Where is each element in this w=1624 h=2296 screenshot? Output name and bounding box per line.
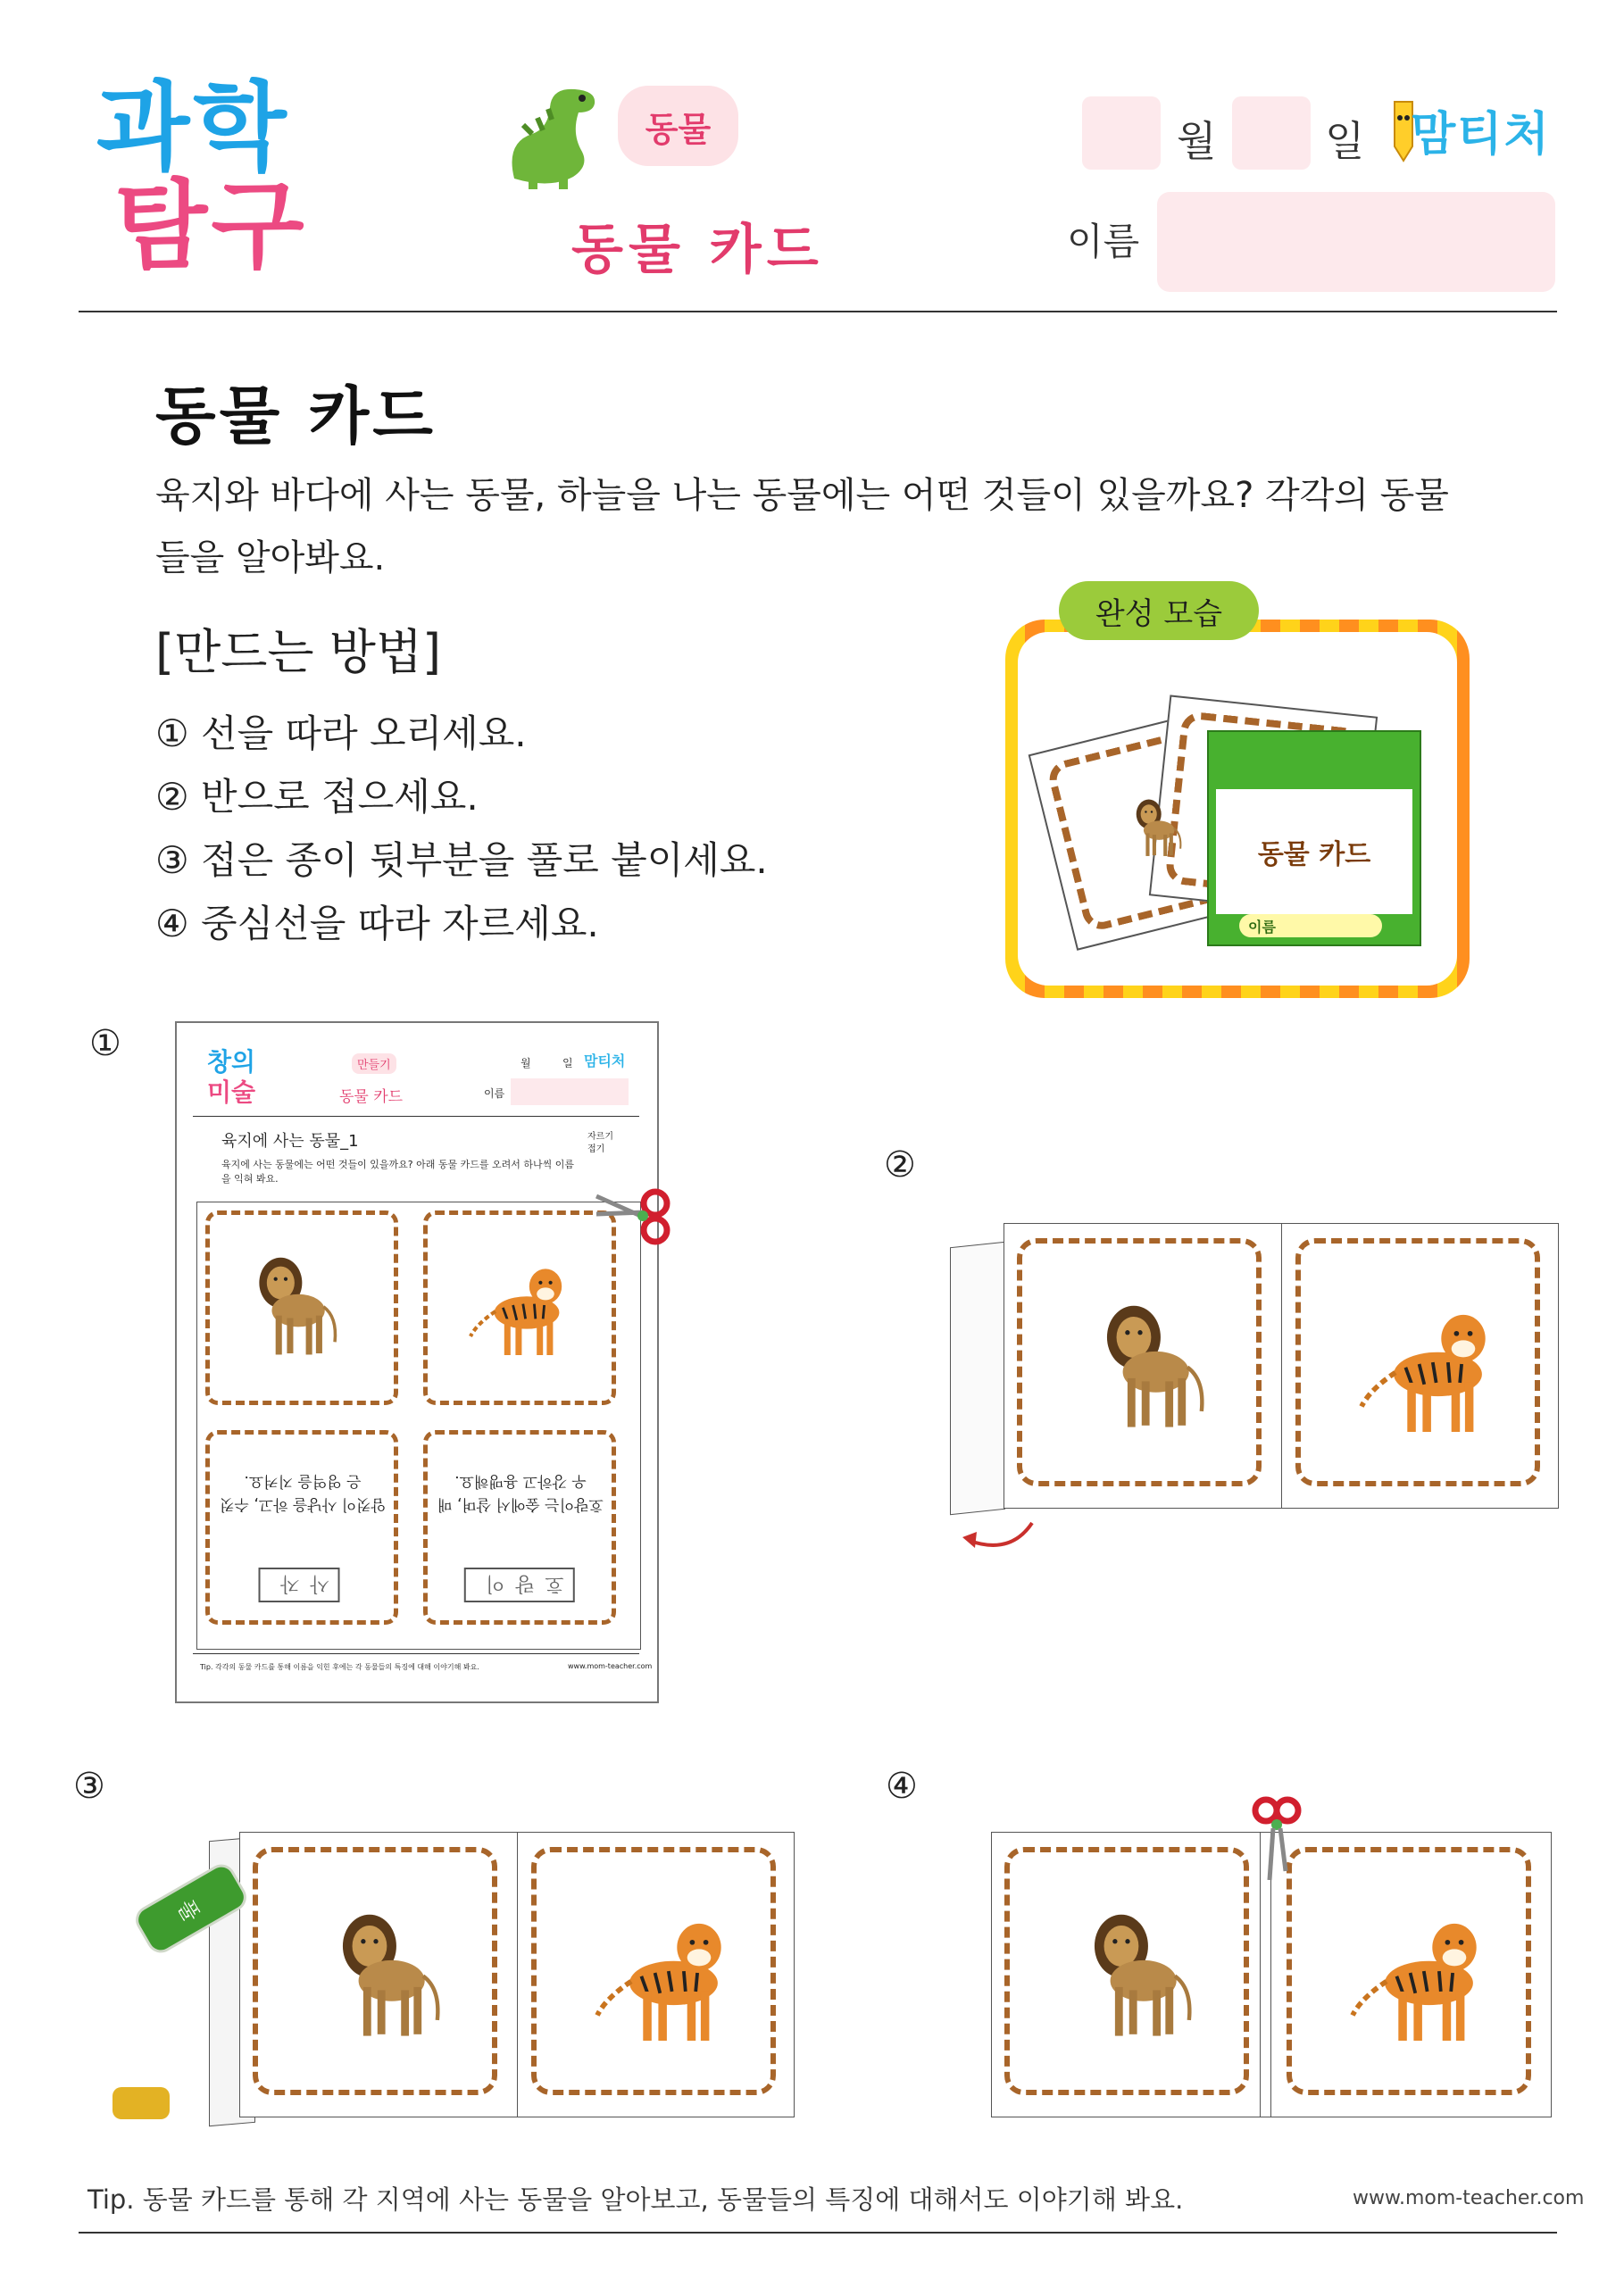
name-label: 이름 [1067, 220, 1140, 263]
mini-tiger-name: 호랑이 [464, 1568, 575, 1602]
mini-url: www.mom-teacher.com [568, 1662, 653, 1670]
mini-desc-line1: 육지에 사는 동물에는 어떤 것들이 있을까요? 아래 동물 카드를 오려서 하나씩 이름 [221, 1159, 574, 1170]
folded-flap [950, 1242, 1005, 1516]
steps-list [155, 702, 768, 955]
scissors-icon [1250, 1794, 1303, 1884]
mini-lion-name: 사자 [259, 1568, 340, 1602]
mini-legend-fold: 접기 [587, 1144, 605, 1154]
dinosaur-icon [496, 80, 612, 196]
lion-image [322, 1879, 456, 2067]
logo-line1: 과학 [96, 72, 290, 184]
preview-name-tag: 이름 [1239, 914, 1382, 937]
step2-number: ② [884, 1144, 916, 1185]
step2-sheet [1004, 1223, 1559, 1509]
footer-divider [79, 2232, 1557, 2234]
mini-worksheet [175, 1021, 659, 1703]
completed-badge: 완성 모습 [1059, 581, 1259, 640]
lion-image [1127, 755, 1189, 898]
glue-label: 풀 [171, 1895, 204, 1926]
method-title: [만드는 방법] [155, 624, 442, 680]
mini-logo-line1: 창의 [207, 1047, 256, 1077]
mini-name-label: 이름 [484, 1087, 505, 1100]
lion-image [1087, 1270, 1220, 1458]
mini-title: 동물 카드 [339, 1088, 404, 1106]
mini-month-label: 월 [521, 1057, 531, 1069]
tiger-image [462, 1243, 579, 1368]
month-input[interactable] [1082, 96, 1161, 170]
section-title: 동물 카드 [155, 379, 437, 453]
mini-tip: Tip. 각각의 동물 카드를 통해 이름을 익힌 후에는 각 동물들의 특징에 대해 이야기해 봐요. [200, 1663, 479, 1671]
mini-legend-cut: 자르기 [587, 1132, 613, 1142]
mini-desc-line2: 을 익혀 봐요. [221, 1173, 279, 1185]
fold-arrow-icon [957, 1518, 1037, 1562]
step-item-2: ② 반으로 접으세요. [155, 775, 479, 819]
day-label: 일 [1325, 117, 1365, 165]
header-divider [79, 311, 1557, 312]
step3-sheet [239, 1832, 795, 2117]
logo-line2: 탐구 [114, 171, 308, 282]
preview-card-front [1207, 730, 1421, 946]
lion-image [1074, 1879, 1208, 2067]
mini-brand: 맘티처 [584, 1052, 626, 1069]
preview-card-title: 동물 카드 [1216, 789, 1412, 914]
step-item-4: ④ 중심선을 따라 자르세요. [155, 902, 599, 945]
mini-logo-line2: 미술 [207, 1077, 256, 1107]
scissors-icon [593, 1185, 675, 1248]
footer-url: www.mom-teacher.com [1353, 2187, 1585, 2209]
step-item-3: ③ 접은 종이 뒷부분을 풀로 붙이세요. [155, 838, 768, 882]
tiger-image [1340, 1279, 1519, 1449]
name-input[interactable] [1157, 192, 1555, 292]
brand-logo: 맘티처 [1411, 108, 1551, 162]
mini-day-label: 일 [562, 1057, 573, 1069]
lion-image [243, 1237, 350, 1371]
category-badge: 동물 [618, 86, 738, 166]
mini-lion-text: 암컷이 사냥을 하고, 수컷은 영역을 지켜요. [220, 1472, 386, 1513]
mini-tiger-text: 호랑이는 숲에서 살며, 매우 강하고 용맹해요. [437, 1472, 604, 1513]
step-item-1: ① 선을 따라 오리세요. [155, 711, 527, 755]
footer-tip: Tip. 동물 카드를 통해 각 지역에 사는 동물을 알아보고, 동물들의 특징에 대해서도 이야기해 봐요. [87, 2184, 1184, 2215]
step4-number: ④ [886, 1766, 918, 1807]
step1-number: ① [89, 1023, 121, 1064]
step3-number: ③ [73, 1766, 105, 1807]
day-input[interactable] [1232, 96, 1311, 170]
glue-cap-icon [112, 2087, 170, 2119]
tiger-image [1331, 1888, 1510, 2058]
worksheet-title: 동물 카드 [571, 219, 824, 281]
month-label: 월 [1177, 117, 1217, 165]
tiger-image [576, 1888, 754, 2058]
mini-badge: 만들기 [352, 1053, 396, 1074]
intro-description: 육지와 바다에 사는 동물, 하늘을 나는 동물에는 어떤 것들이 있을까요? 각각의 동물들을 알아봐요. [155, 475, 1449, 578]
mini-heading: 육지에 사는 동물_1 [221, 1132, 359, 1151]
